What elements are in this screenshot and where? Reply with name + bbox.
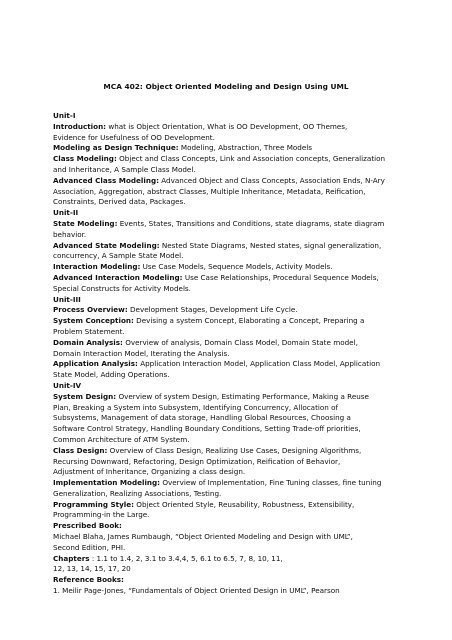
syllabus-content	[53, 111, 413, 597]
section-label: Programming Style:	[53, 499, 135, 509]
section-line	[53, 241, 413, 252]
section-label: State Modeling:	[53, 218, 118, 228]
section-line	[53, 133, 413, 144]
section-line	[53, 143, 413, 154]
chapters-text: : 1.1 to 1.4, 2, 3.1 to 3.4,4, 5, 6.1 to 6.5, 7, 8, 10, 11,	[89, 553, 283, 563]
section-text: Devising a system Concept, Elaborating a Concept, Preparing a	[133, 316, 365, 326]
section-line	[53, 489, 413, 500]
section-text: and Inheritance, A Sample Class Model.	[53, 164, 196, 174]
prescribed-book-line: Michael Blaha, James Rumbaugh, “Object Oriented Modeling and Design with UML”,	[53, 532, 353, 542]
section-line	[53, 413, 413, 424]
section-text: Application Interaction Model, Application Class Model, Application	[137, 359, 381, 369]
chapters-line	[53, 554, 413, 565]
section-text: Software Control Strategy, Handling Boundary Conditions, Setting Trade-off priorities,	[53, 424, 361, 434]
section-line	[53, 176, 413, 187]
section-line	[53, 197, 413, 208]
section-line	[53, 230, 413, 241]
unit-heading: Unit-II	[53, 208, 79, 218]
section-text: Use Case Relationships, Procedural Sequence Models,	[182, 272, 379, 282]
section-text: State Model, Adding Operations.	[53, 370, 170, 380]
section-text: Common Architecture of ATM System.	[53, 434, 190, 444]
section-line	[53, 338, 413, 349]
section-line	[53, 370, 413, 381]
section-line	[53, 403, 413, 414]
section-line	[53, 273, 413, 284]
section-text: Advanced Object and Class Concepts, Association Ends, N-Ary	[158, 175, 385, 185]
section-text: Object Oriented Style, Reusability, Robustness, Extensibility,	[134, 499, 355, 509]
section-line	[53, 305, 413, 316]
section-line	[53, 457, 413, 468]
section-label: System Conception:	[53, 316, 134, 326]
section-line	[53, 435, 413, 446]
section-text: Nested State Diagrams, Nested states, signal generalization,	[159, 240, 382, 250]
unit-heading: Unit-IV	[53, 380, 82, 390]
section-text: Evidence for Usefulness of OO Development.	[53, 132, 215, 142]
section-text: Adjustment of Inheritance, Organizing a class design.	[53, 467, 246, 477]
section-line	[53, 510, 413, 521]
chapters-text: 12, 13, 14, 15, 17, 20	[53, 564, 131, 574]
section-line	[53, 392, 413, 403]
section-text: Constraints, Derived data, Packages.	[53, 197, 186, 207]
section-label: Interaction Modeling:	[53, 262, 141, 272]
section-text: Association, Aggregation, abstract Classes, Multiple Inheritance, Metadata, Reification,	[53, 186, 366, 196]
document-title: MCA 402: Object Oriented Modeling and Design Using UML	[103, 82, 349, 91]
section-label: Class Modeling:	[53, 154, 117, 164]
section-line	[53, 446, 413, 457]
section-text: Subsystems, Management of data storage, Handling Global Resources, Choosing a	[53, 413, 351, 423]
section-text: Domain Interaction Model, Iterating the Analysis.	[53, 348, 230, 358]
section-text: Object and Class Concepts, Link and Association concepts, Generalization	[116, 154, 386, 164]
section-line	[53, 467, 413, 478]
section-line	[53, 424, 413, 435]
section-line	[53, 154, 413, 165]
section-line	[53, 219, 413, 230]
unit-heading: Unit-III	[53, 294, 81, 304]
unit-heading: Unit-I	[53, 111, 76, 120]
section-text: Special Constructs for Activity Models.	[53, 283, 191, 293]
section-line	[53, 327, 413, 338]
section-line	[53, 359, 413, 370]
section-label: Implementation Modeling:	[53, 478, 161, 488]
section-text: Overview of system Design, Estimating Performance, Making a Reuse	[116, 391, 369, 401]
section-line	[53, 316, 413, 327]
section-label: Advanced State Modeling:	[53, 240, 160, 250]
section-text: Overview of analysis, Domain Class Model, Domain State model,	[122, 337, 358, 347]
chapters-line	[53, 564, 413, 575]
section-text: concurrency, A Sample State Model.	[53, 251, 184, 261]
section-line	[53, 122, 413, 133]
section-text: what is Object Orientation, What is OO Development, OO Themes,	[106, 121, 348, 131]
section-text: Overview of Class Design, Realizing Use Cases, Designing Algorithms,	[107, 445, 362, 455]
section-text: Overview of Implementation, Fine Tuning classes, fine tuning	[160, 478, 382, 488]
reference-heading: Reference Books:	[53, 575, 124, 585]
section-line	[53, 262, 413, 273]
section-label: Domain Analysis:	[53, 337, 123, 347]
section-label: Class Design:	[53, 445, 108, 455]
section-label: Advanced Class Modeling:	[53, 175, 159, 185]
section-label: Modeling as Design Technique:	[53, 143, 179, 153]
section-text: Generalization, Realizing Associations, Testing.	[53, 488, 222, 498]
section-line	[53, 478, 413, 489]
section-text: Plan, Breaking a System into Subsystem, Identifying Concurrency, Allocation of	[53, 402, 339, 412]
section-line	[53, 349, 413, 360]
prescribed-book-line: Second Edition, PHI.	[53, 542, 126, 552]
section-line	[53, 284, 413, 295]
section-text: behavior.	[53, 229, 87, 239]
section-label: Application Analysis:	[53, 359, 138, 369]
section-text: Use Case Models, Sequence Models, Activity Models.	[140, 262, 333, 272]
chapters-label: Chapters	[53, 553, 90, 563]
prescribed-heading: Prescribed Book:	[53, 521, 122, 531]
section-line	[53, 165, 413, 176]
reference-line: 1. Meilir Page-Jones, “Fundamentals of Object Oriented Design in UML”, Pearson	[53, 586, 340, 596]
section-line	[53, 251, 413, 262]
section-label: Process Overview:	[53, 305, 128, 315]
section-text: Recursing Downward, Refactoring, Design Optimization, Reification of Behavior,	[53, 456, 341, 466]
section-label: Advanced Interaction Modeling:	[53, 272, 183, 282]
section-text: Events, States, Transitions and Conditions, state diagrams, state diagram	[117, 218, 385, 228]
section-text: Problem Statement.	[53, 326, 125, 336]
section-label: Introduction:	[53, 121, 107, 131]
section-text: Modeling, Abstraction, Three Models	[178, 143, 313, 153]
section-text: Development Stages, Development Life Cycle.	[127, 305, 298, 315]
section-text: Programming-in the Large.	[53, 510, 150, 520]
section-line	[53, 187, 413, 198]
section-label: System Design:	[53, 391, 117, 401]
section-line	[53, 500, 413, 511]
